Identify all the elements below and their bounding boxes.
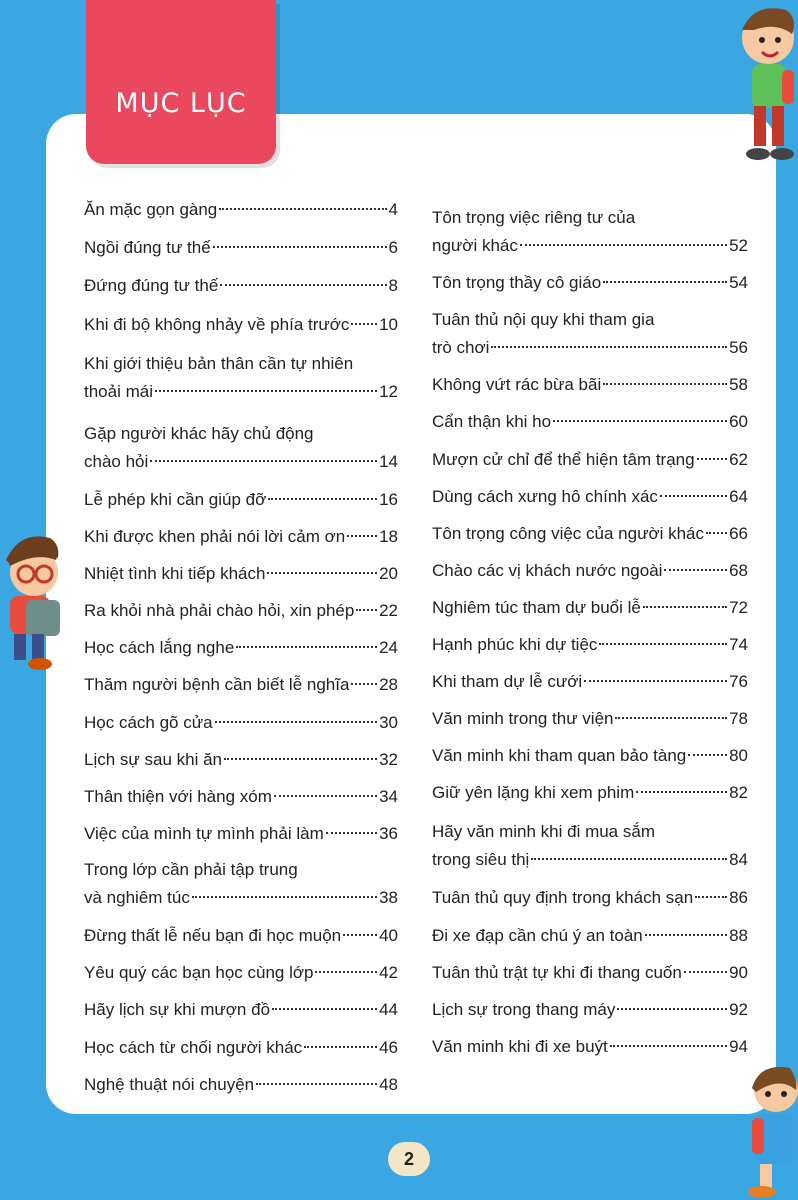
dot-leader <box>155 390 377 392</box>
toc-entry-title: Không vứt rác bừa bãi <box>432 375 602 394</box>
toc-entry[interactable] <box>84 996 398 1024</box>
toc-entry-page: 20 <box>379 564 398 583</box>
toc-entry-title: Cẩn thận khi ho <box>432 412 552 431</box>
toc-entry-title: Khi được khen phải nói lời cảm ơn <box>84 527 346 546</box>
toc-entry-title: Yêu quý các bạn học cùng lớp <box>84 963 314 982</box>
toc-entry-page: 86 <box>729 888 748 907</box>
dot-leader <box>706 532 727 534</box>
toc-entry-page: 88 <box>729 926 748 945</box>
toc-entry-title: Chào các vị khách nước ngoài <box>432 561 663 580</box>
toc-entry-page: 90 <box>729 963 748 982</box>
dot-leader <box>643 606 727 608</box>
toc-entry-page: 12 <box>379 382 398 401</box>
toc-entry-title: Đi xe đạp cần chú ý an toàn <box>432 926 643 945</box>
boy-top-right-illustration <box>724 0 798 170</box>
toc-entry-title: Tôn trọng thầy cô giáo <box>432 273 602 292</box>
dot-leader <box>267 572 377 574</box>
toc-entry-title: Tôn trọng việc riêng tư của <box>432 208 636 227</box>
dot-leader <box>256 1083 377 1085</box>
toc-entry[interactable] <box>432 269 748 297</box>
dot-leader <box>584 680 727 682</box>
toc-entry-title: trò chơi <box>432 338 490 357</box>
dot-leader <box>220 284 386 286</box>
dot-leader <box>603 383 727 385</box>
toc-entry-title: Việc của mình tự mình phải làm <box>84 824 324 843</box>
toc-entry-page: 56 <box>729 338 748 357</box>
toc-entry-page: 36 <box>379 824 398 843</box>
toc-entry-title: Ăn mặc gọn gàng <box>84 200 218 219</box>
toc-entry[interactable] <box>432 557 748 585</box>
toc-entry-title: và nghiêm túc <box>84 888 190 907</box>
toc-entry[interactable] <box>84 634 398 662</box>
toc-entry-title: Văn minh trong thư viện <box>432 709 614 728</box>
toc-entry-title: Lịch sự trong thang máy <box>432 1000 616 1019</box>
toc-entry-page: 76 <box>729 672 748 691</box>
dot-leader <box>664 569 727 571</box>
toc-entry-page: 24 <box>379 638 398 657</box>
toc-entry-title: Ngồi đúng tư thế <box>84 238 211 257</box>
toc-entry-page: 8 <box>388 276 398 295</box>
dot-leader <box>553 420 727 422</box>
toc-entry-title: chào hỏi <box>84 452 149 471</box>
toc-entry[interactable] <box>84 1071 398 1099</box>
toc-entry-page: 44 <box>379 1000 398 1019</box>
dot-leader <box>695 896 727 898</box>
toc-entry-page: 28 <box>379 675 398 694</box>
toc-entry-title: Học cách gõ cửa <box>84 713 213 732</box>
toc-entry-title: người khác <box>432 236 518 255</box>
dot-leader <box>599 643 727 645</box>
toc-entry[interactable] <box>84 523 398 551</box>
toc-entry[interactable] <box>432 631 748 659</box>
toc-entry-title: Đừng thất lễ nếu bạn đi học muộn <box>84 926 342 945</box>
dot-leader <box>192 896 377 898</box>
dot-leader <box>603 281 727 283</box>
toc-entry-page: 64 <box>729 487 748 506</box>
dot-leader <box>688 754 727 756</box>
dot-leader <box>351 683 377 685</box>
toc-entry[interactable] <box>432 742 748 770</box>
dot-leader <box>272 1008 377 1010</box>
page-number: 2 <box>403 1149 414 1169</box>
dot-leader <box>213 246 387 248</box>
toc-entry-page: 34 <box>379 787 398 806</box>
toc-entry-title: Tuân thủ nội quy khi tham gia <box>432 310 655 329</box>
toc-entry[interactable] <box>84 856 398 912</box>
toc-entry-title: Đứng đúng tư thế <box>84 276 219 295</box>
dot-leader <box>215 721 378 723</box>
toc-entry[interactable] <box>432 1033 748 1061</box>
toc-entry-page: 38 <box>379 888 398 907</box>
toc-entry-page: 84 <box>729 850 748 869</box>
toc-entry-page: 66 <box>729 524 748 543</box>
toc-entry[interactable] <box>84 709 398 737</box>
toc-entry[interactable] <box>432 446 748 474</box>
dot-leader <box>636 791 727 793</box>
dot-leader <box>617 1008 727 1010</box>
toc-entry-title: Hãy lịch sự khi mượn đồ <box>84 1000 271 1019</box>
dot-leader <box>236 646 377 648</box>
toc-entry-title: thoải mái <box>84 382 153 401</box>
dot-leader <box>326 832 377 834</box>
toc-entry-page: 80 <box>729 746 748 765</box>
toc-entry[interactable] <box>84 234 398 262</box>
toc-entry-title: Mượn cử chỉ để thể hiện tâm trạng <box>432 450 695 469</box>
toc-entry[interactable] <box>84 350 398 406</box>
dot-leader <box>660 495 727 497</box>
toc-entry-page: 94 <box>729 1037 748 1056</box>
dot-leader <box>356 609 377 611</box>
toc-entry[interactable] <box>84 597 398 625</box>
dot-leader <box>347 535 377 537</box>
toc-entry-title: Khi tham dự lễ cưới <box>432 672 583 691</box>
toc-entry-page: 54 <box>729 273 748 292</box>
toc-entry-page: 58 <box>729 375 748 394</box>
toc-entry[interactable] <box>84 671 398 699</box>
toc-entry-title: Tuân thủ quy định trong khách sạn <box>432 888 694 907</box>
toc-entry-title: Nhiệt tình khi tiếp khách <box>84 564 266 583</box>
toc-entry[interactable] <box>84 311 398 339</box>
dot-leader <box>150 460 377 462</box>
toc-entry-title: Thăm người bệnh cần biết lễ nghĩa <box>84 675 350 694</box>
toc-entry[interactable] <box>84 486 398 514</box>
toc-entry[interactable] <box>84 560 398 588</box>
toc-entry-page: 32 <box>379 750 398 769</box>
dot-leader <box>274 795 377 797</box>
toc-entry-title: Lịch sự sau khi ăn <box>84 750 223 769</box>
page-title: MỤC LỤC <box>115 88 247 119</box>
toc-entry-title: Giữ yên lặng khi xem phim <box>432 783 635 802</box>
toc-entry-page: 30 <box>379 713 398 732</box>
toc-entry[interactable] <box>432 408 748 436</box>
toc-entry[interactable] <box>432 204 748 260</box>
title-tab <box>86 0 276 164</box>
dot-leader <box>491 346 727 348</box>
toc-entry-page: 60 <box>729 412 748 431</box>
toc-entry[interactable] <box>432 818 748 874</box>
toc-entry-title: Văn minh khi đi xe buýt <box>432 1037 608 1056</box>
toc-entry-page: 92 <box>729 1000 748 1019</box>
dot-leader <box>645 934 727 936</box>
dot-leader <box>315 971 377 973</box>
toc-entry[interactable] <box>432 668 748 696</box>
toc-entry-title: Nghệ thuật nói chuyện <box>84 1075 255 1094</box>
toc-entry-page: 82 <box>729 783 748 802</box>
toc-entry-title: Dùng cách xưng hô chính xác <box>432 487 658 506</box>
toc-entry-title: trong siêu thị <box>432 850 530 869</box>
dot-leader <box>520 244 727 246</box>
toc-entry[interactable] <box>84 783 398 811</box>
toc-entry-title: Hãy văn minh khi đi mua sắm <box>432 822 655 841</box>
toc-entry-title: Văn minh khi tham quan bảo tàng <box>432 746 687 765</box>
toc-entry[interactable] <box>84 272 398 300</box>
toc-entry-page: 52 <box>729 236 748 255</box>
toc-entry[interactable] <box>84 959 398 987</box>
page-number-badge <box>388 1142 430 1176</box>
toc-entry[interactable] <box>432 520 748 548</box>
toc-entry-page: 16 <box>379 490 398 509</box>
toc-entry-page: 78 <box>729 709 748 728</box>
toc-entry-title: Trong lớp cần phải tập trung <box>84 860 298 879</box>
toc-entry[interactable] <box>432 371 748 399</box>
toc-entry[interactable] <box>432 779 748 807</box>
toc-entry-page: 10 <box>379 315 398 334</box>
dot-leader <box>268 498 377 500</box>
toc-entry[interactable] <box>432 922 748 950</box>
toc-entry-page: 46 <box>379 1038 398 1057</box>
toc-entry[interactable] <box>432 959 748 987</box>
toc-entry[interactable] <box>84 420 398 476</box>
toc-entry-title: Lễ phép khi cần giúp đỡ <box>84 490 267 509</box>
toc-entry-page: 48 <box>379 1075 398 1094</box>
dot-leader <box>304 1046 377 1048</box>
dot-leader <box>224 758 377 760</box>
toc-entry-page: 40 <box>379 926 398 945</box>
toc-entry[interactable] <box>84 746 398 774</box>
toc-entry[interactable] <box>432 884 748 912</box>
toc-entry-page: 68 <box>729 561 748 580</box>
toc-entry-page: 6 <box>388 238 398 257</box>
toc-entry-page: 14 <box>379 452 398 471</box>
toc-entry-title: Hạnh phúc khi dự tiệc <box>432 635 598 654</box>
dot-leader <box>697 458 727 460</box>
toc-entry-page: 18 <box>379 527 398 546</box>
boy-left-illustration <box>0 530 74 680</box>
toc-entry-title: Ra khỏi nhà phải chào hỏi, xin phép <box>84 601 355 620</box>
toc-entry-page: 4 <box>388 200 398 219</box>
toc-entry[interactable] <box>432 705 748 733</box>
toc-entry[interactable] <box>432 306 748 362</box>
toc-entry-title: Học cách từ chối người khác <box>84 1038 303 1057</box>
toc-entry-title: Tôn trọng công việc của người khác <box>432 524 705 543</box>
toc-entry-title: Thân thiện với hàng xóm <box>84 787 272 806</box>
toc-entry-page: 42 <box>379 963 398 982</box>
toc-entry-title: Tuân thủ trật tự khi đi thang cuốn <box>432 963 682 982</box>
girl-bottom-right-illustration <box>740 1060 798 1200</box>
toc-entry-page: 74 <box>729 635 748 654</box>
dot-leader <box>531 858 727 860</box>
toc-entry-title: Nghiêm túc tham dự buổi lễ <box>432 598 641 617</box>
toc-entry[interactable] <box>84 820 398 848</box>
dot-leader <box>615 717 727 719</box>
toc-entry[interactable] <box>84 1034 398 1062</box>
toc-entry-page: 62 <box>729 450 748 469</box>
toc-entry-title: Học cách lắng nghe <box>84 638 235 657</box>
dot-leader <box>684 971 727 973</box>
dot-leader <box>343 934 377 936</box>
toc-entry[interactable] <box>84 922 398 950</box>
toc-entry[interactable] <box>432 483 748 511</box>
toc-entry-title: Khi giới thiệu bản thân cần tự nhiên <box>84 354 354 373</box>
toc-entry-page: 72 <box>729 598 748 617</box>
toc-entry-page: 22 <box>379 601 398 620</box>
dot-leader <box>219 208 386 210</box>
dot-leader <box>610 1045 727 1047</box>
toc-entry-title: Gặp người khác hãy chủ động <box>84 424 314 443</box>
toc-entry[interactable] <box>84 196 398 224</box>
toc-entry[interactable] <box>432 594 748 622</box>
toc-entry[interactable] <box>432 996 748 1024</box>
dot-leader <box>351 323 377 325</box>
toc-entry-title: Khi đi bộ không nhảy về phía trước <box>84 315 350 334</box>
